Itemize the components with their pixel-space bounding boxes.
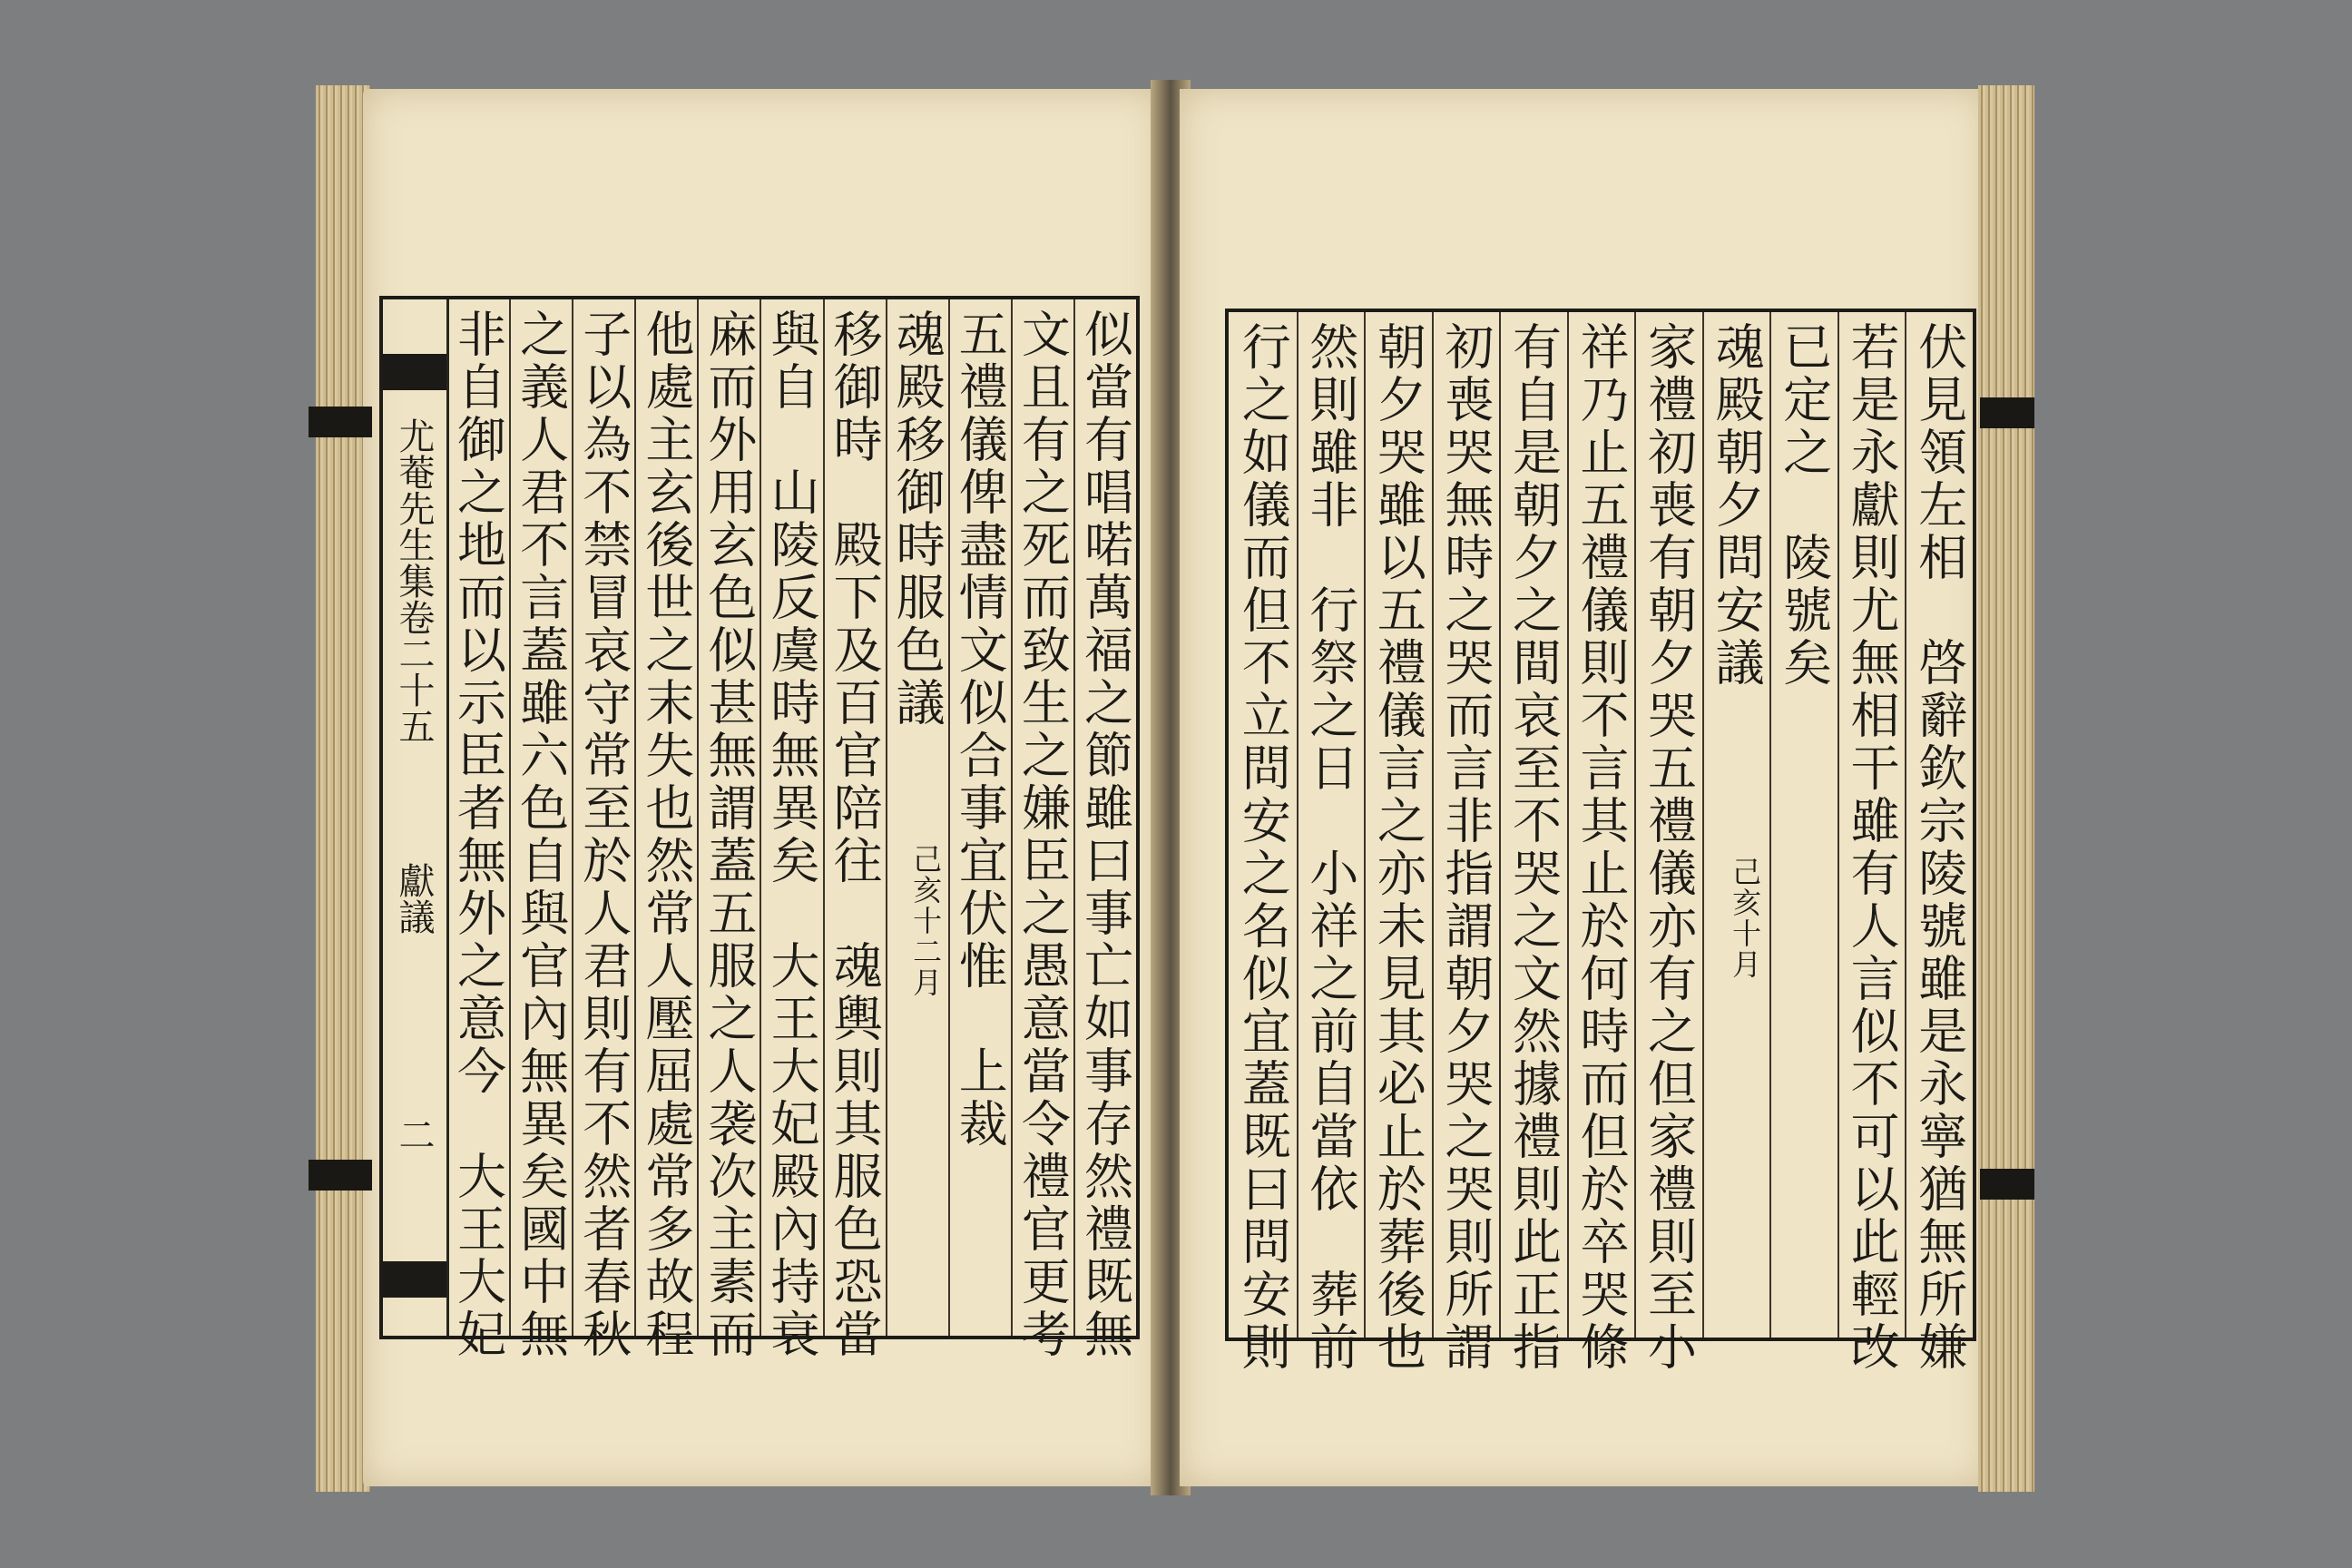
text-column: 之義人君不言蓋雖六色自與官內無異矣國中無 [512,309,570,1361]
text-column: 已定之 陵號矣 [1775,321,1833,690]
column-rule [760,299,761,1336]
column-rule [1499,312,1501,1338]
date-note: 己亥十月 [1728,857,1763,980]
margin-column [383,299,449,1336]
column-rule [1364,312,1366,1338]
text-column: 文且有之死而致生之嫌臣之愚意當令禮官更考 [1014,309,1072,1361]
text-column: 行之如儀而但不立問安之名似宜蓋既曰問安則 [1234,321,1292,1374]
text-column: 初喪哭無時之哭而言非指謂朝夕哭之哭則所謂 [1436,321,1494,1374]
text-column: 五禮儀俾盡情文似合事宜伏惟 上裁 [951,309,1009,1151]
binding-thread [1980,397,2034,428]
text-column: 有自是朝夕之間哀至不哭之文然據禮則此正指 [1504,321,1563,1374]
date-note: 己亥十二月 [908,844,944,998]
column-rule [1432,312,1434,1338]
text-column: 麻而外用玄色似甚無謂蓋五服之人袭次主素而 [700,309,758,1361]
column-rule [1297,312,1298,1338]
column-rule [886,299,887,1336]
column-rule [697,299,699,1336]
text-column: 然則雖非 行祭之日 小祥之前自當依 葬前 [1301,321,1359,1374]
left-page-edges [316,85,370,1492]
column-rule [948,299,950,1336]
margin-folio: 二 [393,1116,435,1152]
column-rule [1011,299,1013,1336]
column-rule [1769,312,1771,1338]
column-rule [1073,299,1075,1336]
column-rule [1634,312,1636,1338]
right-printed-frame [1225,309,1976,1374]
text-column: 非自御之地而以示臣者無外之意今 大王大妃 [449,309,507,1361]
column-rule [1838,312,1839,1338]
text-column: 若是永獻則尤無相干雖有人言似不可以此輕改 [1843,321,1901,1374]
column-rule [634,299,636,1336]
binding-thread [309,407,372,437]
binding-thread [1980,1169,2034,1200]
open-book [309,80,2042,1495]
column-rule [509,299,511,1336]
text-column: 似當有唱喏萬福之節雖曰事亡如事存然禮既無 [1076,309,1134,1361]
left-printed-frame [379,296,1140,1361]
text-column: 家禮初喪有朝夕哭五禮儀亦有之但家禮則至小 [1640,321,1698,1374]
text-column: 魂殿移御時服色議 [888,309,946,730]
text-column: 魂殿朝夕問安議 [1708,321,1766,690]
text-column: 朝夕哭雖以五禮儀言之亦未見其必止於葬後也 [1369,321,1427,1374]
right-page-edges [1978,85,2034,1492]
text-column: 移御時 殿下及百官陪往 魂輿則其服色恐當 [826,309,884,1361]
margin-title: 尤菴先生集卷二十五 [393,417,435,744]
fish-tail-ornament [383,354,446,390]
binding-thread [309,1160,372,1191]
column-rule [572,299,573,1336]
text-column: 子以為不禁冒哀守常至於人君則有不然者春秋 [574,309,632,1361]
text-column: 與自 山陵反虞時無異矣 大王大妃殿內持衰 [763,309,820,1361]
column-rule [823,299,825,1336]
fish-tail-ornament [383,1261,446,1298]
margin-section: 獻議 [393,862,435,935]
text-column: 伏見領左相 啓辭欽宗陵號雖是永寧猶無所嫌 [1910,321,1968,1374]
text-column: 他處主玄後世之末失也然常人壓屈處常多故程 [637,309,695,1361]
column-rule [1702,312,1704,1338]
text-column: 祥乃止五禮儀則不言其止於何時而但於卒哭條 [1573,321,1630,1374]
column-rule [1905,312,1906,1338]
column-rule [1567,312,1569,1338]
